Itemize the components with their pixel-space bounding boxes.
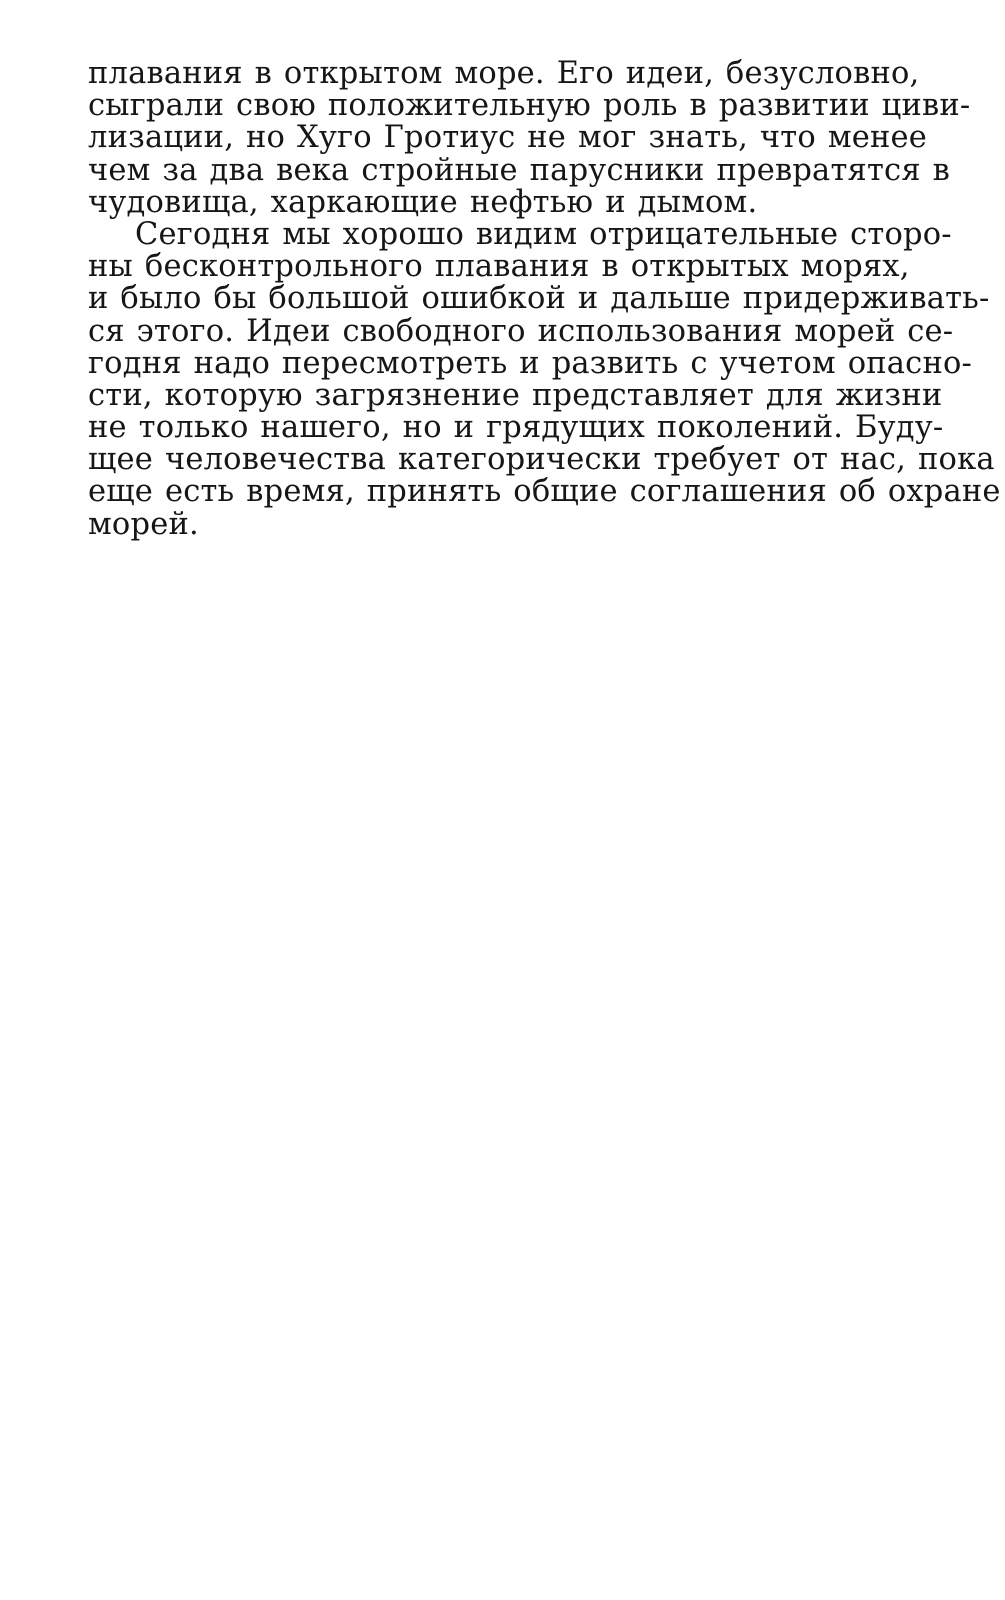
body-text	[88, 56, 1001, 542]
text-line: лизации, но Хуго Гротиус не мог знать, что менее	[88, 120, 928, 156]
text-line: сти, которую загрязнение представляет для жизни	[88, 377, 943, 413]
text-line: и было бы большой ошибкой и дальше придерживать-	[88, 281, 990, 317]
text-line: не только нашего, но и грядущих поколений. Буду-	[88, 410, 944, 446]
text-line: чем за два века стройные парусники превратятся в	[88, 152, 951, 188]
text-line: годня надо пересмотреть и развить с учетом опасно-	[88, 345, 973, 381]
paragraph-1	[88, 56, 971, 220]
text-line: ны бесконтрольного плавания в открытых морях,	[88, 249, 910, 285]
text-line: чудовища, харкающие нефтью и дымом.	[88, 184, 758, 220]
paragraph-2	[88, 216, 1001, 542]
text-line: щее человечества категорически требует от нас, пока	[88, 442, 995, 478]
text-line: морей.	[88, 506, 199, 542]
text-line: ся этого. Идеи свободного использования морей се-	[88, 313, 954, 349]
text-line: Сегодня мы хорошо видим отрицательные сторо-	[135, 216, 952, 252]
text-line: сыграли свою положительную роль в развитии циви-	[88, 88, 971, 124]
text-line: плавания в открытом море. Его идеи, безусловно,	[88, 56, 920, 91]
text-line: еще есть время, принять общие соглашения об охране	[88, 474, 1001, 510]
